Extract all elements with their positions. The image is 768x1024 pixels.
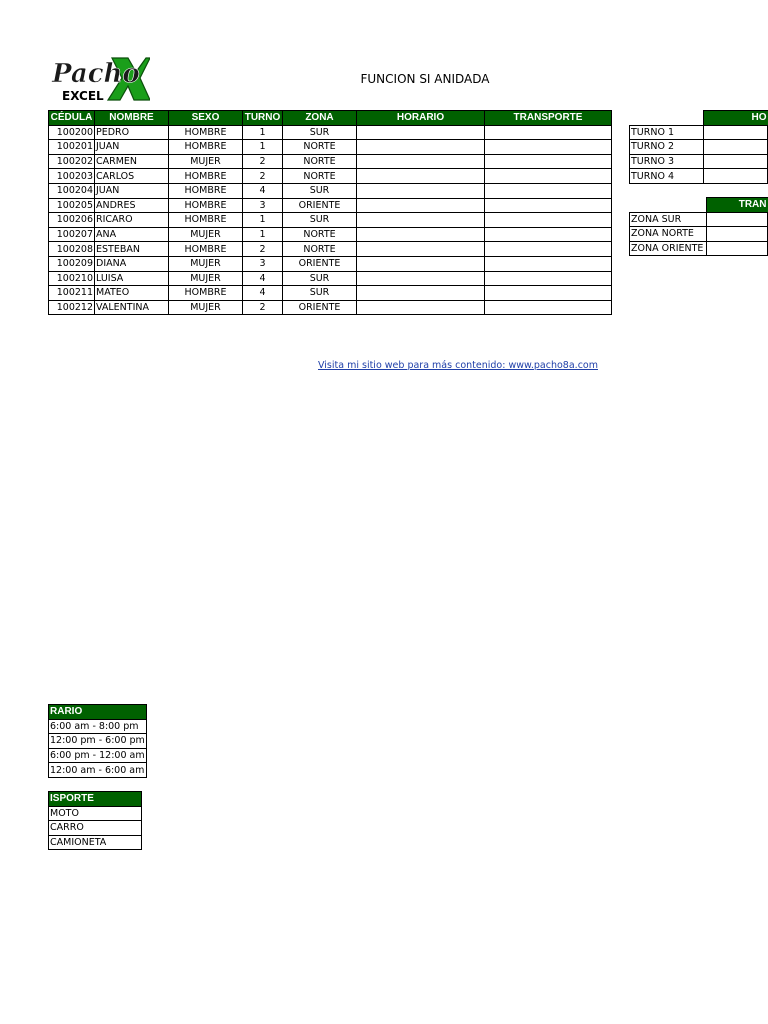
main-table-header — [49, 111, 612, 126]
table-cell[interactable]: SUR — [283, 213, 357, 228]
table-cell[interactable]: HOMBRE — [169, 125, 243, 140]
table-cell[interactable]: 100205 — [49, 198, 95, 213]
lookup-key[interactable]: ZONA SUR — [630, 212, 707, 227]
logo-sub: EXCEL — [62, 89, 104, 103]
table-cell[interactable]: 1 — [243, 125, 283, 140]
lookup-value[interactable]: 6:00 pm - 12:00 am — [50, 750, 145, 762]
table-cell[interactable]: 100203 — [49, 169, 95, 184]
lookup-value[interactable] — [706, 227, 767, 242]
table-cell[interactable]: 100208 — [49, 242, 95, 257]
table-cell[interactable]: 100211 — [49, 286, 95, 301]
table-cell[interactable]: DIANA — [95, 256, 169, 271]
lookup-header-blank — [630, 198, 707, 213]
table-row — [49, 286, 612, 301]
table-cell[interactable]: 3 — [243, 198, 283, 213]
lookup-row — [49, 806, 142, 821]
table-cell[interactable]: HOMBRE — [169, 140, 243, 155]
table-cell[interactable] — [357, 198, 485, 213]
table-cell[interactable]: ANA — [95, 227, 169, 242]
table-cell[interactable]: CARMEN — [95, 154, 169, 169]
table-cell[interactable]: 100200 — [49, 125, 95, 140]
page-title: FUNCION SI ANIDADA — [360, 72, 490, 86]
lookup-header-blank — [630, 111, 704, 126]
table-cell[interactable]: HOMBRE — [169, 198, 243, 213]
table-cell[interactable] — [485, 286, 612, 301]
table-cell[interactable] — [357, 227, 485, 242]
table-cell[interactable]: 2 — [243, 242, 283, 257]
table-cell[interactable]: ESTEBAN — [95, 242, 169, 257]
table-cell[interactable]: NORTE — [283, 242, 357, 257]
table-cell[interactable]: 100201 — [49, 140, 95, 155]
table-cell[interactable] — [357, 183, 485, 198]
table-cell[interactable]: 1 — [243, 227, 283, 242]
table-cell[interactable]: 2 — [243, 169, 283, 184]
table-cell[interactable]: 4 — [243, 271, 283, 286]
table-cell[interactable]: 100210 — [49, 271, 95, 286]
logo-word: Pacho — [52, 59, 140, 89]
table-cell[interactable]: ANDRES — [95, 198, 169, 213]
lookup-row — [49, 821, 142, 836]
table-cell[interactable]: 1 — [243, 140, 283, 155]
table-cell[interactable]: 3 — [243, 256, 283, 271]
logo-graphic — [50, 54, 150, 104]
table-row — [49, 154, 612, 169]
table-cell[interactable] — [485, 213, 612, 228]
lookup-header-row — [49, 792, 142, 807]
table-cell[interactable] — [485, 242, 612, 257]
table-cell[interactable] — [357, 169, 485, 184]
table-cell[interactable] — [357, 213, 485, 228]
column-header: HORARIO — [357, 111, 485, 126]
lookup-row — [630, 212, 768, 227]
table-cell[interactable]: SUR — [283, 125, 357, 140]
lookup-key[interactable]: ZONA NORTE — [630, 227, 707, 242]
table-cell[interactable]: CARLOS — [95, 169, 169, 184]
lookup-value[interactable] — [706, 212, 767, 227]
lookup-header: RARIO — [49, 705, 147, 720]
table-row — [49, 125, 612, 140]
table-cell[interactable]: 100209 — [49, 256, 95, 271]
lookup-row — [49, 835, 142, 850]
lookup-row — [630, 140, 768, 155]
lookup-value[interactable] — [703, 140, 767, 155]
table-cell[interactable]: RICARO — [95, 213, 169, 228]
table-cell[interactable]: ORIENTE — [283, 300, 357, 315]
table-cell[interactable] — [357, 154, 485, 169]
lookup-row — [630, 125, 768, 140]
lookup-value[interactable] — [703, 169, 767, 184]
lookup-key[interactable]: TURNO 3 — [630, 154, 704, 169]
lookup-key[interactable]: TURNO 1 — [630, 125, 704, 140]
column-header: CÉDULA — [49, 111, 95, 126]
table-cell[interactable]: NORTE — [283, 169, 357, 184]
table-cell[interactable]: SUR — [283, 183, 357, 198]
column-header: TRANSPORTE — [485, 111, 612, 126]
table-cell[interactable]: HOMBRE — [169, 213, 243, 228]
bottom-transporte-table — [48, 791, 142, 850]
table-row — [49, 198, 612, 213]
lookup-row — [630, 154, 768, 169]
lookup-row — [49, 748, 147, 763]
main-table-body — [49, 125, 612, 315]
table-cell[interactable] — [485, 271, 612, 286]
table-row — [49, 140, 612, 155]
table-cell[interactable] — [485, 183, 612, 198]
lookup-value[interactable] — [703, 154, 767, 169]
lookup-row — [630, 169, 768, 184]
table-cell[interactable]: NORTE — [283, 140, 357, 155]
table-row — [49, 169, 612, 184]
table-row — [49, 213, 612, 228]
lookup-row — [630, 241, 768, 256]
table-cell[interactable] — [485, 256, 612, 271]
table-cell[interactable]: PEDRO — [95, 125, 169, 140]
table-cell[interactable] — [357, 300, 485, 315]
table-cell[interactable] — [357, 256, 485, 271]
table-cell[interactable]: SUR — [283, 286, 357, 301]
lookup-header-row — [49, 705, 147, 720]
table-cell[interactable]: SUR — [283, 271, 357, 286]
table-cell[interactable] — [485, 300, 612, 315]
lookup-header-row — [630, 198, 768, 213]
table-row — [49, 256, 612, 271]
lookup-value[interactable]: 12:00 pm - 6:00 pm — [50, 735, 145, 747]
table-cell[interactable]: 4 — [243, 183, 283, 198]
table-cell[interactable]: 100207 — [49, 227, 95, 242]
table-cell[interactable]: ORIENTE — [283, 256, 357, 271]
table-cell[interactable]: ORIENTE — [283, 198, 357, 213]
lookup-header: ISPORTE — [49, 792, 142, 807]
lookup-value[interactable] — [703, 125, 767, 140]
lookup-header-row — [630, 111, 768, 126]
table-row — [49, 227, 612, 242]
table-cell[interactable]: JUAN — [95, 183, 169, 198]
lookup-row — [630, 227, 768, 242]
table-cell[interactable]: 2 — [243, 300, 283, 315]
table-cell[interactable] — [485, 154, 612, 169]
table-cell[interactable]: NORTE — [283, 154, 357, 169]
lookup-value[interactable]: MOTO — [49, 806, 142, 821]
table-cell[interactable]: 4 — [243, 286, 283, 301]
lookup-row — [49, 734, 147, 749]
table-cell[interactable]: MUJER — [169, 271, 243, 286]
table-cell[interactable]: 1 — [243, 213, 283, 228]
column-header: ZONA — [283, 111, 357, 126]
table-cell[interactable]: 2 — [243, 154, 283, 169]
table-cell[interactable]: JUAN — [95, 140, 169, 155]
side-horario-table — [629, 110, 768, 184]
table-cell[interactable] — [357, 242, 485, 257]
table-cell[interactable]: LUISA — [95, 271, 169, 286]
lookup-row — [49, 719, 147, 734]
column-header: NOMBRE — [95, 111, 169, 126]
lookup-value[interactable]: CAMIONETA — [49, 835, 142, 850]
table-row — [49, 242, 612, 257]
column-header: SEXO — [169, 111, 243, 126]
column-header: TURNO — [243, 111, 283, 126]
table-cell[interactable]: MUJER — [169, 300, 243, 315]
table-cell[interactable]: MATEO — [95, 286, 169, 301]
table-cell[interactable] — [485, 169, 612, 184]
table-cell[interactable]: MUJER — [169, 154, 243, 169]
table-row — [49, 271, 612, 286]
table-cell[interactable]: HOMBRE — [169, 169, 243, 184]
bottom-horario-table — [48, 704, 147, 778]
table-cell[interactable] — [357, 140, 485, 155]
pacho-excel-logo — [50, 54, 150, 104]
lookup-value[interactable]: 12:00 am - 6:00 am — [50, 764, 145, 776]
table-cell[interactable] — [485, 198, 612, 213]
table-cell[interactable] — [485, 125, 612, 140]
side-transporte-table — [629, 197, 768, 256]
table-cell[interactable]: 100212 — [49, 300, 95, 315]
table-cell[interactable]: HOMBRE — [169, 183, 243, 198]
lookup-value[interactable]: CARRO — [49, 821, 142, 836]
table-cell[interactable] — [357, 286, 485, 301]
main-table — [48, 110, 612, 315]
table-cell[interactable]: VALENTINA — [95, 300, 169, 315]
lookup-value[interactable] — [706, 241, 767, 256]
lookup-key[interactable]: TURNO 2 — [630, 140, 704, 155]
table-row — [49, 300, 612, 315]
table-cell[interactable]: MUJER — [169, 227, 243, 242]
lookup-value[interactable]: 6:00 am - 8:00 pm — [49, 719, 147, 734]
table-row — [49, 183, 612, 198]
table-cell[interactable]: NORTE — [283, 227, 357, 242]
table-cell[interactable]: 100202 — [49, 154, 95, 169]
lookup-key[interactable]: TURNO 4 — [630, 169, 704, 184]
table-cell[interactable] — [357, 271, 485, 286]
table-cell[interactable]: 100204 — [49, 183, 95, 198]
table-cell[interactable] — [357, 125, 485, 140]
lookup-row — [49, 763, 147, 778]
table-cell[interactable] — [485, 140, 612, 155]
lookup-header: TRAN — [706, 198, 767, 213]
lookup-key[interactable]: ZONA ORIENTE — [630, 241, 707, 256]
table-cell[interactable]: 100206 — [49, 213, 95, 228]
lookup-header: HO — [703, 111, 767, 126]
table-cell[interactable] — [485, 227, 612, 242]
table-cell[interactable]: HOMBRE — [169, 242, 243, 257]
table-cell[interactable]: HOMBRE — [169, 286, 243, 301]
table-cell[interactable]: MUJER — [169, 256, 243, 271]
website-link[interactable]: Visita mi sitio web para más contenido: www.pacho8a.com — [318, 360, 598, 371]
